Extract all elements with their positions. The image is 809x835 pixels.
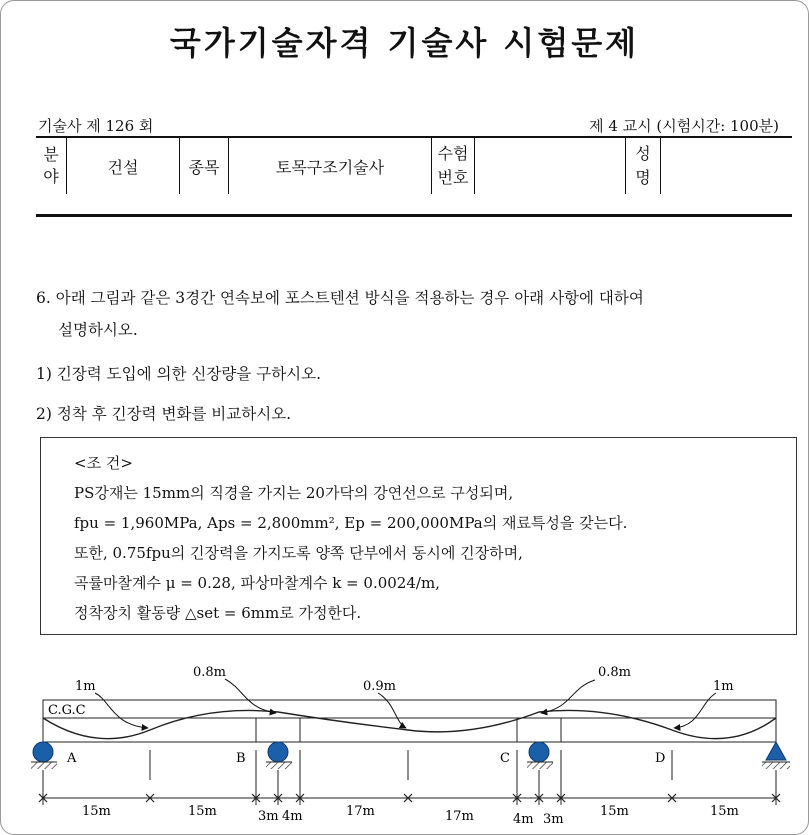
tendon-profile bbox=[43, 710, 776, 738]
support-label-b: B bbox=[236, 751, 246, 766]
leader-arrow bbox=[95, 693, 148, 728]
ecc-label-3: 0.9m bbox=[363, 679, 397, 694]
dim-label: 15m bbox=[82, 804, 111, 819]
field-label: 분 야 bbox=[36, 137, 67, 194]
dim-label: 15m bbox=[188, 804, 217, 819]
condition-line-1: PS강재는 15mm의 직경을 가지는 20가닥의 강연선으로 구성되며, bbox=[74, 484, 514, 502]
leader-arrow bbox=[225, 679, 276, 713]
cgc-label: C.G.C bbox=[48, 703, 86, 718]
leader-arrow bbox=[541, 680, 595, 713]
ecc-label-4: 0.8m bbox=[598, 665, 632, 680]
condition-line-4: 곡률마찰계수 μ = 0.28, 파상마찰계수 k = 0.0024/m, bbox=[74, 574, 440, 592]
dim-label: 15m bbox=[710, 804, 739, 819]
leader-arrow bbox=[674, 693, 716, 728]
question-line-1: 6. 아래 그림과 같은 3경간 연속보에 포스트텐션 방식을 적용하는 경우 아래 사항에 대하여 bbox=[36, 289, 644, 307]
dim-label: 17m bbox=[445, 809, 474, 824]
exam-round: 기술사 제 126 회 bbox=[38, 117, 154, 135]
sub-question-1: 1) 긴장력 도입에 의한 신장량을 구하시오. bbox=[36, 365, 322, 383]
support-c bbox=[527, 742, 553, 769]
dim-label: 17m bbox=[346, 804, 375, 819]
support-a bbox=[31, 742, 57, 769]
condition-line-3: 또한, 0.75fpu의 긴장력을 가지도록 양쪽 단부에서 동시에 긴장하며, bbox=[74, 544, 523, 562]
exam-number-label: 수험 번호 bbox=[432, 137, 475, 194]
name-label: 성 명 bbox=[626, 137, 661, 194]
dim-label: 4m bbox=[282, 809, 303, 824]
field-value: 건설 bbox=[67, 137, 180, 194]
page-title: 국가기술자격 기술사 시험문제 bbox=[169, 24, 640, 62]
exam-session: 제 4 교시 (시험시간: 100분) bbox=[589, 117, 779, 135]
type-value: 토목구조기술사 bbox=[229, 137, 432, 194]
support-b bbox=[266, 742, 292, 769]
sub-question-2: 2) 정착 후 긴장력 변화를 비교하시오. bbox=[36, 405, 292, 423]
dim-label: 4m bbox=[513, 812, 534, 827]
support-label-c: C bbox=[500, 751, 510, 766]
ecc-label-2: 0.8m bbox=[193, 665, 227, 680]
support-d bbox=[762, 742, 790, 769]
support-label-d: D bbox=[655, 751, 666, 766]
conditions-heading: <조 건> bbox=[74, 454, 133, 472]
dim-label: 15m bbox=[600, 804, 629, 819]
condition-line-2: fpu = 1,960MPa, Aps = 2,800mm², Ep = 200,000MPa의 재료특성을 갖는다. bbox=[74, 514, 628, 532]
question-line-2: 설명하시오. bbox=[58, 321, 138, 339]
support-label-a: A bbox=[67, 751, 77, 766]
ecc-label-1: 1m bbox=[75, 679, 96, 694]
dim-label: 3m bbox=[258, 809, 279, 824]
dim-label: 3m bbox=[543, 812, 564, 827]
leader-arrow bbox=[378, 693, 406, 728]
type-label: 종목 bbox=[180, 137, 229, 194]
beam-outline bbox=[43, 700, 776, 742]
ecc-label-5: 1m bbox=[713, 679, 734, 694]
condition-line-5: 정착장치 활동량 △set = 6mm로 가정한다. bbox=[74, 604, 362, 622]
